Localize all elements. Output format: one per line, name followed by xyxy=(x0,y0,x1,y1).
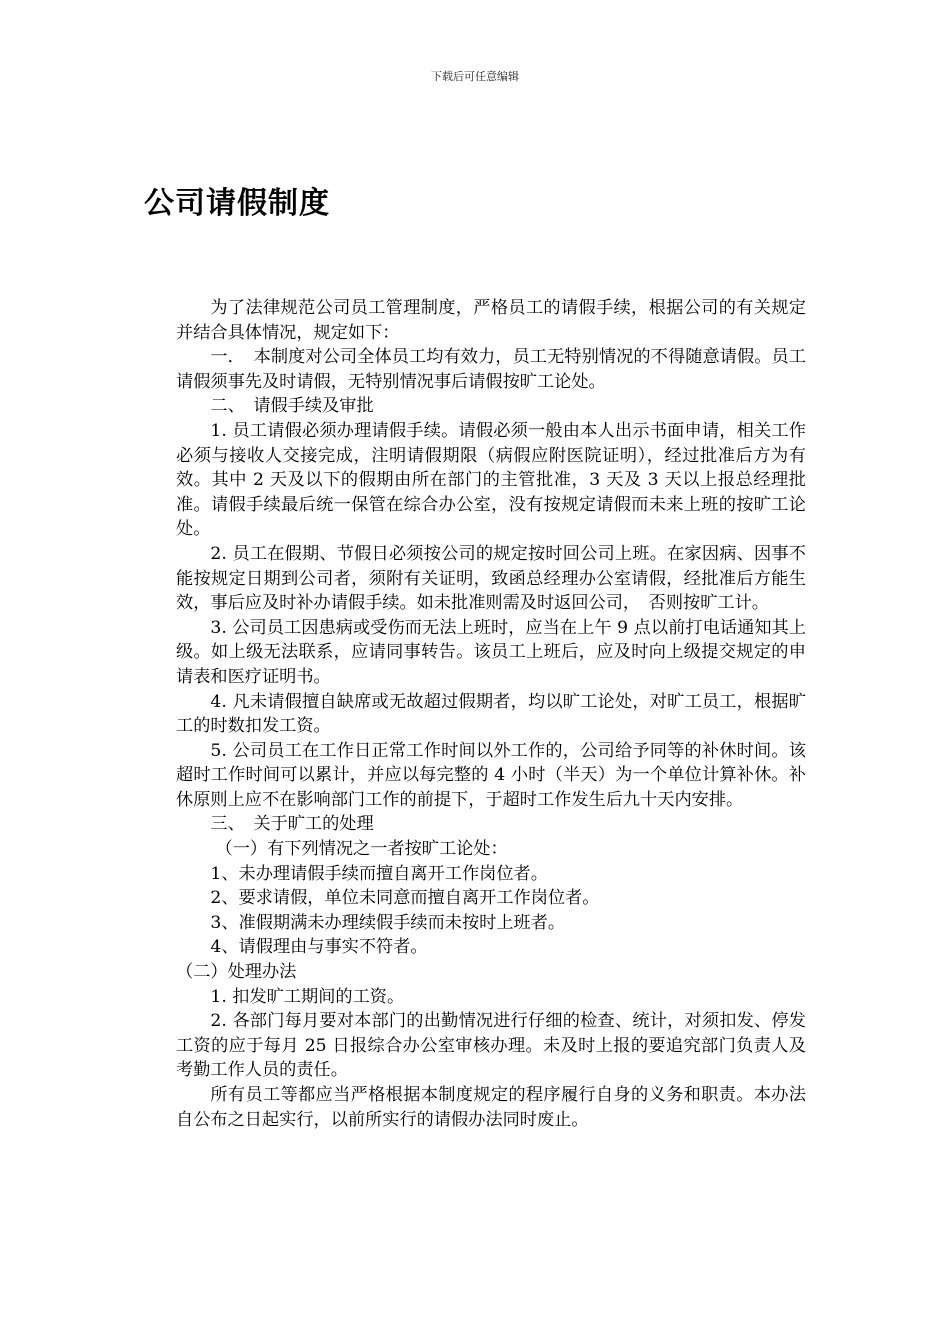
rule-paragraph-3: 3. 公司员工因患病或受伤而无法上班时，应当在上午 9 点以前打电话通知其上级。如上级无法联系，应请同事转告。该员工上班后，应及时向上级提交规定的申请表和医疗证明书。 xyxy=(176,617,806,687)
subsection-two-heading: （二）处理办法 xyxy=(176,962,297,983)
rule-paragraph-4: 4. 凡未请假擅自缺席或无故超过假期者，均以旷工论处，对旷工员工，根据旷工的时数扣发工资。 xyxy=(176,691,806,737)
section-three-heading: 三、 关于旷工的处理 xyxy=(210,814,374,835)
section-two-heading: 二、 请假手续及审批 xyxy=(210,396,374,417)
list-item: 1、未办理请假手续而擅自离开工作岗位者。 xyxy=(210,863,548,884)
header-note: 下载后可任意编辑 xyxy=(431,70,519,83)
rule-paragraph-2: 2. 员工在假期、节假日必须按公司的规定按时回公司上班。在家因病、因事不能按规定日期到公司者，须附有关证明，致函总经理办公室请假，经批准后方能生效，事后应及时补办请假手续。如未批准则需及时返回公司， 否则按旷工计。 xyxy=(176,543,806,614)
subsection-one-heading: （一）有下列情况之一者按旷工论处： xyxy=(215,839,508,860)
closing-paragraph: 所有员工等都应当严格根据本制度规定的程序履行自身的义务和职责。本办法自公布之日起实行，以前所实行的请假办法同时废止。 xyxy=(176,1085,806,1130)
rule-paragraph-5: 5. 公司员工在工作日正常工作时间以外工作的，公司给予同等的补休时间。该超时工作时间可以累计，并应以每完整的 4 小时（半天）为一个单位计算补休。补休原则上应不在影响部门工作的前提下，于超时工作发生后九十天内安排。 xyxy=(176,740,806,810)
measure-paragraph-1: 1. 扣发旷工期间的工资。 xyxy=(210,986,405,1007)
section-one-paragraph: 一． 本制度对公司全体员工均有效力，员工无特别情况的不得随意请假。员工请假须事先及时请假，无特别情况事后请假按旷工论处。 xyxy=(176,347,806,392)
intro-paragraph: 为了法律规范公司员工管理制度，严格员工的请假手续，根据公司的有关规定并结合具体情况，规定如下： xyxy=(176,298,806,343)
document-body xyxy=(176,296,806,1132)
list-item: 2、要求请假，单位未同意而擅自离开工作岗位者。 xyxy=(210,888,600,909)
rule-paragraph-1: 1. 员工请假必须办理请假手续。请假必须一般由本人出示书面申请，相关工作必须与接收人交接完成，注明请假期限（病假应附医院证明），经过批准后方为有效。其中 2 天及以下的假期由所在部门的主管批准，3 天及 3 天以上报总经理批准。请假手续最后统一保管在综合办公室，没有按规定请假而未来上班的按旷工论处。 xyxy=(176,420,806,540)
list-item: 3、准假期满未办理续假手续而未按时上班者。 xyxy=(210,912,566,933)
list-item: 4、请假理由与事实不符者。 xyxy=(210,937,428,958)
measure-paragraph-2: 2. 各部门每月要对本部门的出勤情况进行仔细的检查、统计，对须扣发、停发工资的应于每月 25 日报综合办公室审核办理。未及时上报的要追究部门负责人及考勤工作人员的责任。 xyxy=(176,1011,806,1081)
document-title: 公司请假制度 xyxy=(144,186,330,221)
